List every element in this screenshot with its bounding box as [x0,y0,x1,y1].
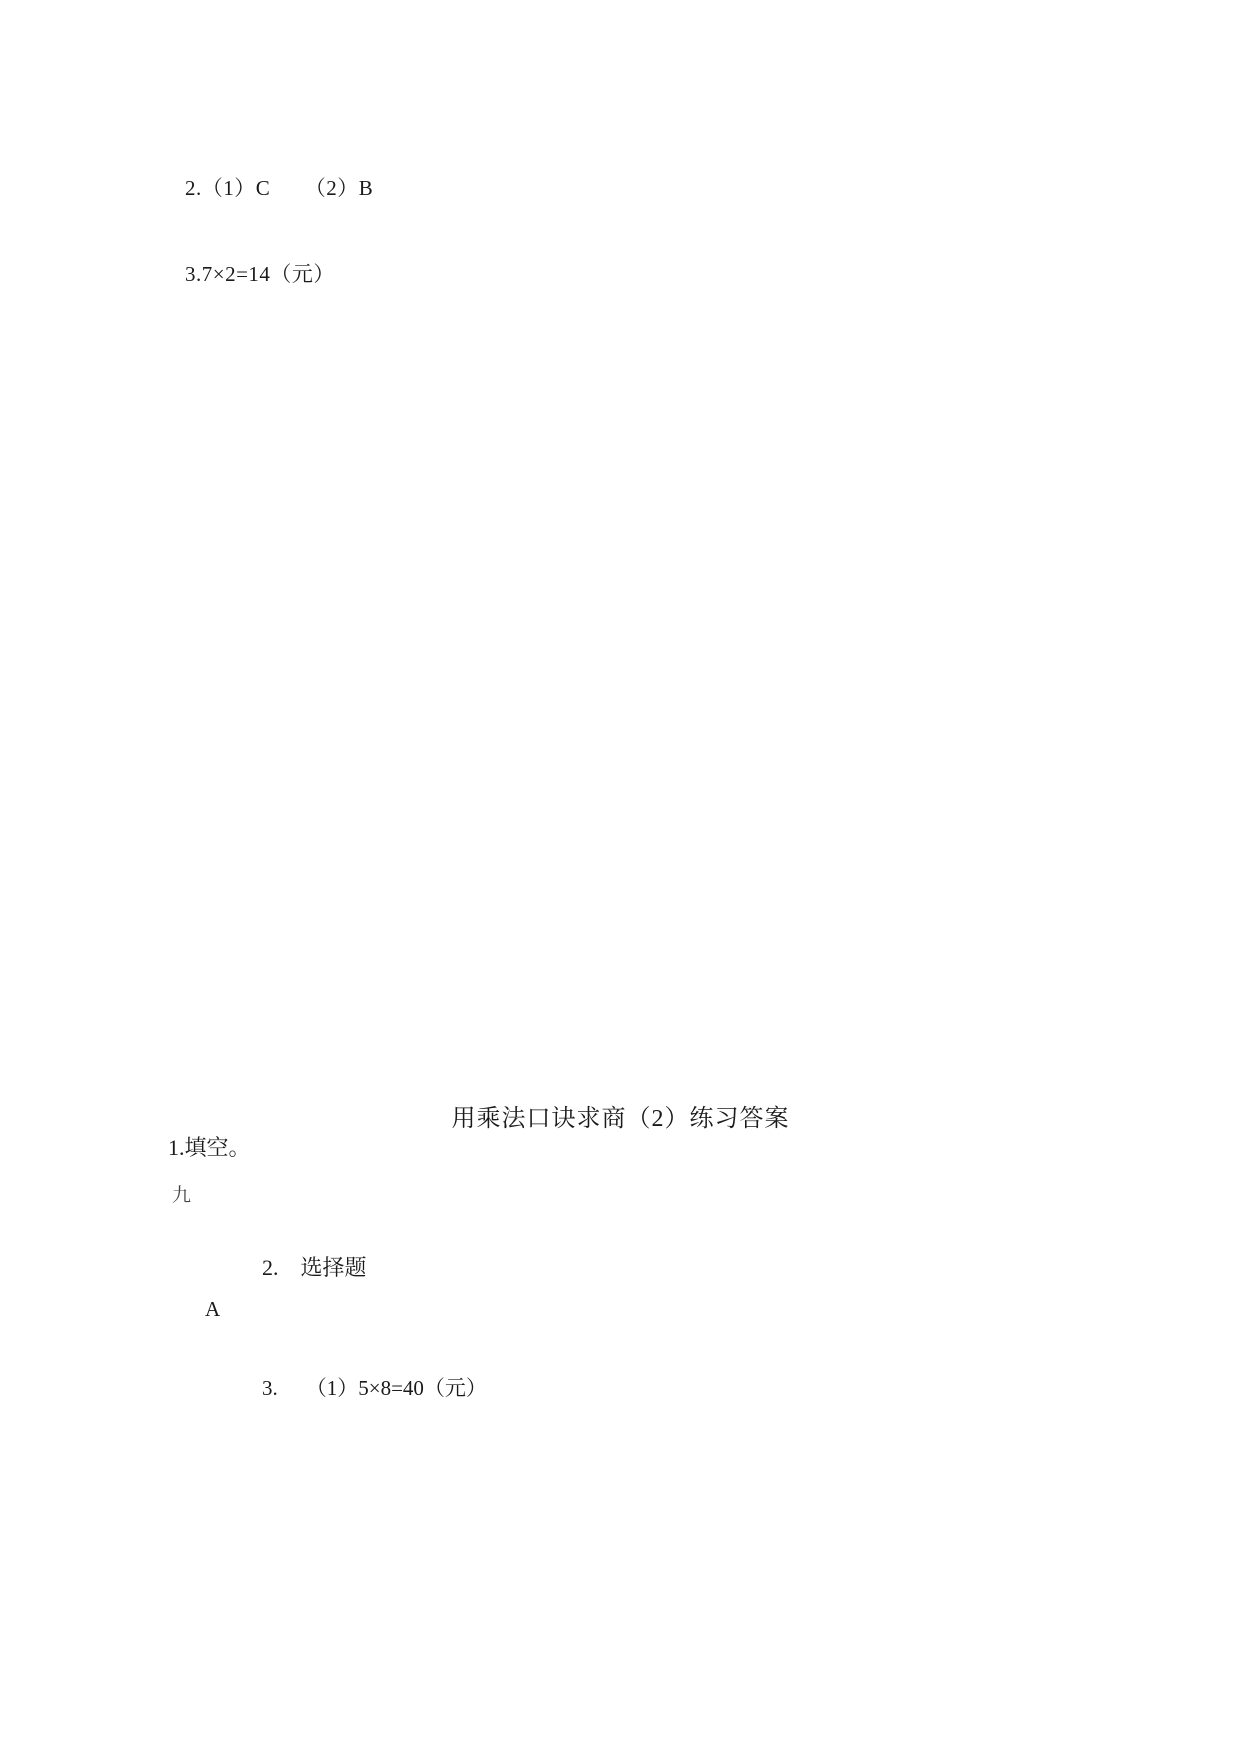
section-1-answer: 九 [172,1185,192,1206]
section-3-label: （1）5×8=40（元） [305,1376,487,1400]
section-1-number: 1. [168,1135,185,1160]
section-1-label: 填空。 [184,1135,251,1160]
answer-item-3: 3.7×2=14（元） [185,262,335,286]
section-3-number: 3. [262,1376,278,1400]
section-2-answer: A [205,1297,221,1321]
section-1-heading [168,1131,251,1162]
answer-item-2: 2.（1）C （2）B [185,176,374,200]
section-2-heading [262,1251,367,1282]
section-2-number: 2. [262,1255,279,1280]
section-3-heading [262,1372,487,1402]
section-2-label: 选择题 [300,1255,367,1280]
page-title: 用乘法口诀求商（2）练习答案 [451,1106,790,1132]
